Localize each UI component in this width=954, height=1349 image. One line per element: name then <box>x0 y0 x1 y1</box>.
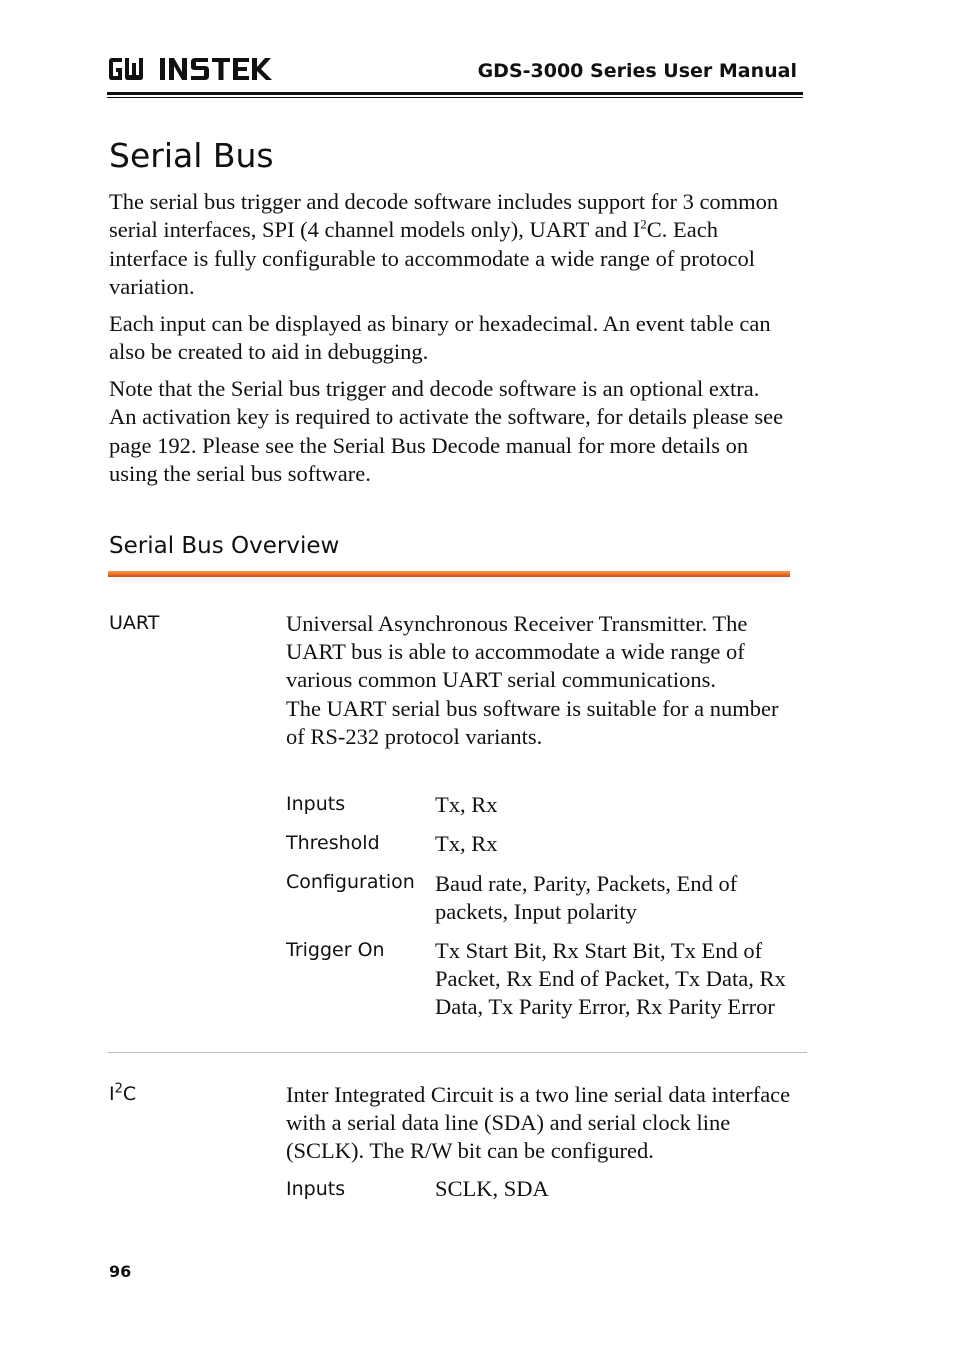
i2c-label: $I^2C$ <box>109 1081 137 1105</box>
intro-paragraph-3: Note that the Serial bus trigger and decode software is an optional extra. An activation key is required to activate the software, for details please see page 192. Please see the Serial Bus Decode manual for more details on using the serial bus software. <box>109 376 784 486</box>
i2c-inputs-value: SCLK, SDA <box>435 1176 549 1201</box>
header-rule-thin <box>107 97 803 98</box>
uart-threshold-value: Tx, Rx <box>435 831 498 856</box>
uart-configuration-key: Configuration <box>286 871 415 893</box>
uart-trigger-on-key: Trigger On <box>286 939 385 961</box>
i2c-inputs-key: Inputs <box>286 1178 346 1200</box>
gw-instek-logo-icon <box>108 55 276 83</box>
uart-inputs-key: Inputs <box>286 793 346 815</box>
row-divider <box>108 1052 807 1053</box>
brand-logo <box>108 55 276 83</box>
intro-paragraph-1: The serial bus trigger and decode software includes support for 3 common serial interfaces, SPI (4 channel models only), UART and $I^2C$. Each interface is fully configurable to accommodate a wide range of protocol variation. <box>109 189 779 299</box>
uart-trigger-on-value: Tx Start Bit, Rx Start Bit, Tx End of Packet, Rx End of Packet, Tx Data, Rx Data, Tx Parity Error, Rx Parity Error <box>435 938 786 1020</box>
page-number: 96 <box>109 1262 132 1281</box>
manual-title: GDS-3000 Series User Manual <box>477 60 797 82</box>
header-rule <box>107 92 803 95</box>
uart-description: Universal Asynchronous Receiver Transmitter. The UART bus is able to accommodate a wide range of various common UART serial communications. The UART serial bus software is suitable for a number of RS-232 protocol variants. <box>286 611 779 749</box>
intro-paragraph-2: Each input can be displayed as binary or hexadecimal. An event table can also be created to aid in debugging. <box>109 311 771 365</box>
uart-inputs-value: Tx, Rx <box>435 792 498 817</box>
uart-threshold-key: Threshold <box>286 832 380 854</box>
section-title: Serial Bus Overview <box>109 533 340 559</box>
page-title: Serial Bus <box>109 136 274 175</box>
uart-configuration-value: Baud rate, Parity, Packets, End of packets, Input polarity <box>435 871 738 925</box>
uart-label: UART <box>109 612 160 634</box>
i2c-description: Inter Integrated Circuit is a two line serial data interface with a serial data line (SDA) and serial clock line (SCLK). The R/W bit can be configured. <box>286 1082 791 1164</box>
section-rule <box>108 571 790 577</box>
